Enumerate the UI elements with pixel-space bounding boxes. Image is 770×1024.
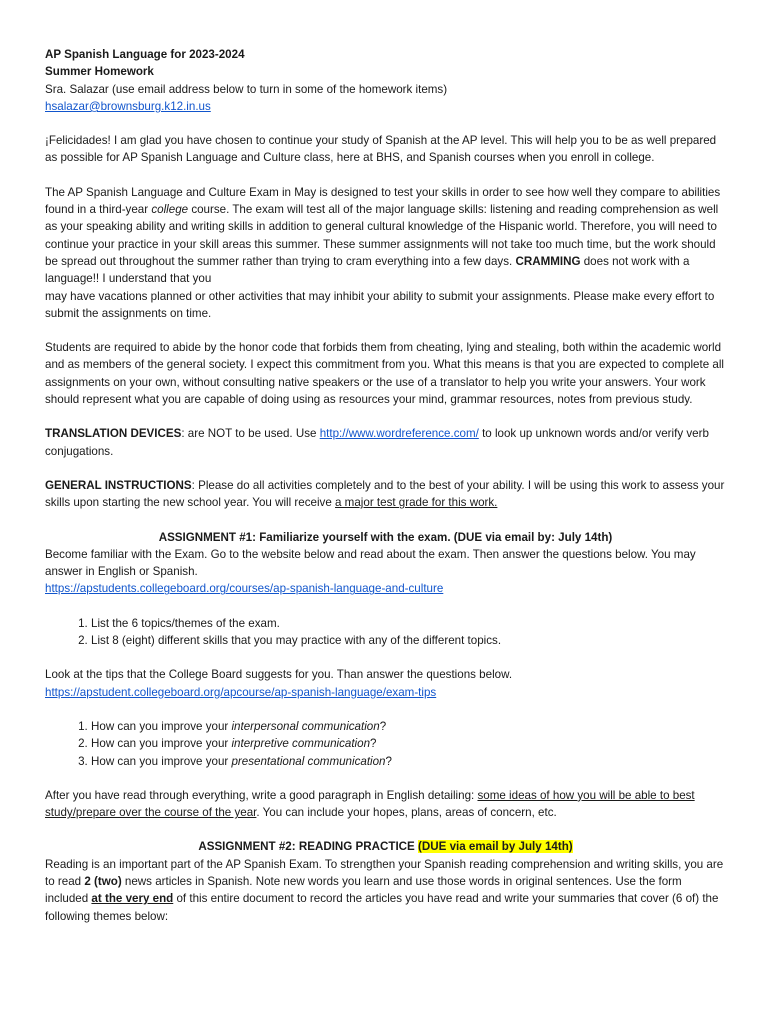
intro-p2-text: The AP Spanish Language and Culture Exam in May is designed to test your skills in order to see how well they compare to abilities found in a third-year xyxy=(45,185,721,217)
assignment-1-closing xyxy=(45,787,726,822)
question-text: How can you improve your xyxy=(91,719,232,733)
intro-paragraph-2 xyxy=(45,184,726,288)
intro-paragraph-1: ¡Felicidades! I am glad you have chosen to continue your study of Spanish at the AP level. This will help you to be as well prepared as possible for AP Spanish Language and Culture class, here at BHS, and Spanish courses when you enroll in college. xyxy=(45,134,717,165)
communication-questions-list xyxy=(45,718,726,770)
translation-paragraph xyxy=(45,425,726,460)
exam-tips-link[interactable]: https://apstudent.collegeboard.org/apcourse/ap-spanish-language/exam-tips xyxy=(45,685,437,699)
document-subtitle: Summer Homework xyxy=(45,65,154,79)
list-item: 1. List the 6 topics/themes of the exam. xyxy=(91,615,726,632)
assignment-2-title: ASSIGNMENT #2: READING PRACTICE xyxy=(198,840,419,854)
question-text: How can you improve your xyxy=(91,737,232,751)
translation-label: TRANSLATION DEVICES xyxy=(45,427,182,441)
assignment-2-due-date: (DUE via email by July 14th) xyxy=(418,840,573,854)
question-mark: ? xyxy=(385,754,392,768)
assignment-1-heading xyxy=(45,529,726,546)
teacher-line: Sra. Salazar (use email address below to turn in some of the homework items) xyxy=(45,82,448,96)
general-instructions-label: GENERAL INSTRUCTIONS xyxy=(45,478,192,492)
translation-text-b: to look up unknown words and/or verify verb conjugations. xyxy=(45,427,709,458)
question-mark: ? xyxy=(370,737,377,751)
assignment-2-text-a: Reading is an important part of the AP Spanish Exam. To strengthen your Spanish reading comprehension and writing skills, you are to read xyxy=(45,857,724,888)
assignment-2-location: at the very end xyxy=(91,892,174,906)
wordreference-link[interactable]: http://www.wordreference.com/ xyxy=(319,427,479,441)
translation-text: : are NOT to be used. Use xyxy=(181,427,320,441)
question-mark: ? xyxy=(379,719,387,733)
assignment-2-count: 2 (two) xyxy=(84,874,122,888)
list-item xyxy=(91,753,726,770)
general-instructions-text: : Please do all activities completely and to the best of your ability. I will be using this work to assess your skills upon starting the new school year. You will receive xyxy=(45,478,725,510)
assignment-2-text-b: news articles in Spanish. Note new words you learn and use those words in original sentences. Use the form included xyxy=(45,874,682,906)
grade-note: a major test grade for this work. xyxy=(335,496,498,510)
assignment-1-title: : Familiarize yourself with the exam. (DUE via email by: July 14th) xyxy=(252,530,613,544)
question-emphasis: interpretive communication xyxy=(231,737,371,751)
assignment-1-list xyxy=(45,615,726,650)
question-emphasis: interpersonal communication xyxy=(231,719,380,733)
ap-course-link[interactable]: https://apstudents.collegeboard.org/courses/ap-spanish-language-and-culture xyxy=(45,582,444,596)
intro-p2-text-b: course. The exam will test all of the major language skills: listening and reading comprehension as well as your speaking ability and writing skills in addition to general cultural knowledge of the Hispanic world. Therefore, you will need to continue your practice in your skill areas this summer. These summer assignments will not take too much time, but the work should be spread out throughout the summer rather than trying to cram everything into a few days. xyxy=(45,203,719,268)
assignment-2-heading xyxy=(45,838,726,855)
question-emphasis: presentational communication xyxy=(231,754,386,768)
question-text: How can you improve your xyxy=(91,754,232,768)
closing-text: After you have read through everything, write a good paragraph in English detailing: xyxy=(45,788,478,802)
list-item xyxy=(91,718,726,735)
list-item: 2. List 8 (eight) different skills that you may practice with any of the different topics. xyxy=(91,632,726,649)
closing-underlined: some ideas of how you will be able to best study/prepare over the course of the year xyxy=(45,788,695,820)
closing-text-b: . You can include your hopes, plans, areas of concern, etc. xyxy=(256,806,557,820)
general-instructions-paragraph xyxy=(45,477,726,512)
assignment-1-intro: Become familiar with the Exam. Go to the website below and read about the exam. Then answer the questions below. You may answer in English or Spanish. xyxy=(45,547,696,579)
intro-p2-cramming: CRAMMING xyxy=(515,254,581,268)
intro-paragraph-2-cont: may have vacations planned or other activities that may inhibit your ability to submit your assignments. Please make every effort to submit the assignments on time. xyxy=(45,289,715,320)
assignment-1-label: ASSIGNMENT #1 xyxy=(158,530,253,544)
intro-p2-text-c: does not work with a language!! I understand that you xyxy=(45,254,690,286)
intro-p2-college: college xyxy=(151,203,189,217)
list-item xyxy=(91,735,726,752)
tips-intro: Look at the tips that the College Board suggests for you. Than answer the questions below. xyxy=(45,668,513,682)
honor-code-paragraph: Students are required to abide by the honor code that forbids them from cheating, lying and stealing, both within the academic world and as members of the general society. I expect this commitment from you. What this means is that you are expected to complete all assignments on your own, without consulting native speakers or the use of a translator to help you write your answers. Your work should represent what you are capable of doing using as resources your mind, grammar resources, notes from previous study. xyxy=(45,341,724,407)
course-title: AP Spanish Language for 2023-2024 xyxy=(45,48,245,61)
assignment-2-text xyxy=(45,856,726,925)
teacher-email-link[interactable]: hsalazar@brownsburg.k12.in.us xyxy=(45,99,211,113)
assignment-2-text-c: of this entire document to record the articles you have read and write your summaries that cover (6 of) the following themes below: xyxy=(45,892,719,923)
